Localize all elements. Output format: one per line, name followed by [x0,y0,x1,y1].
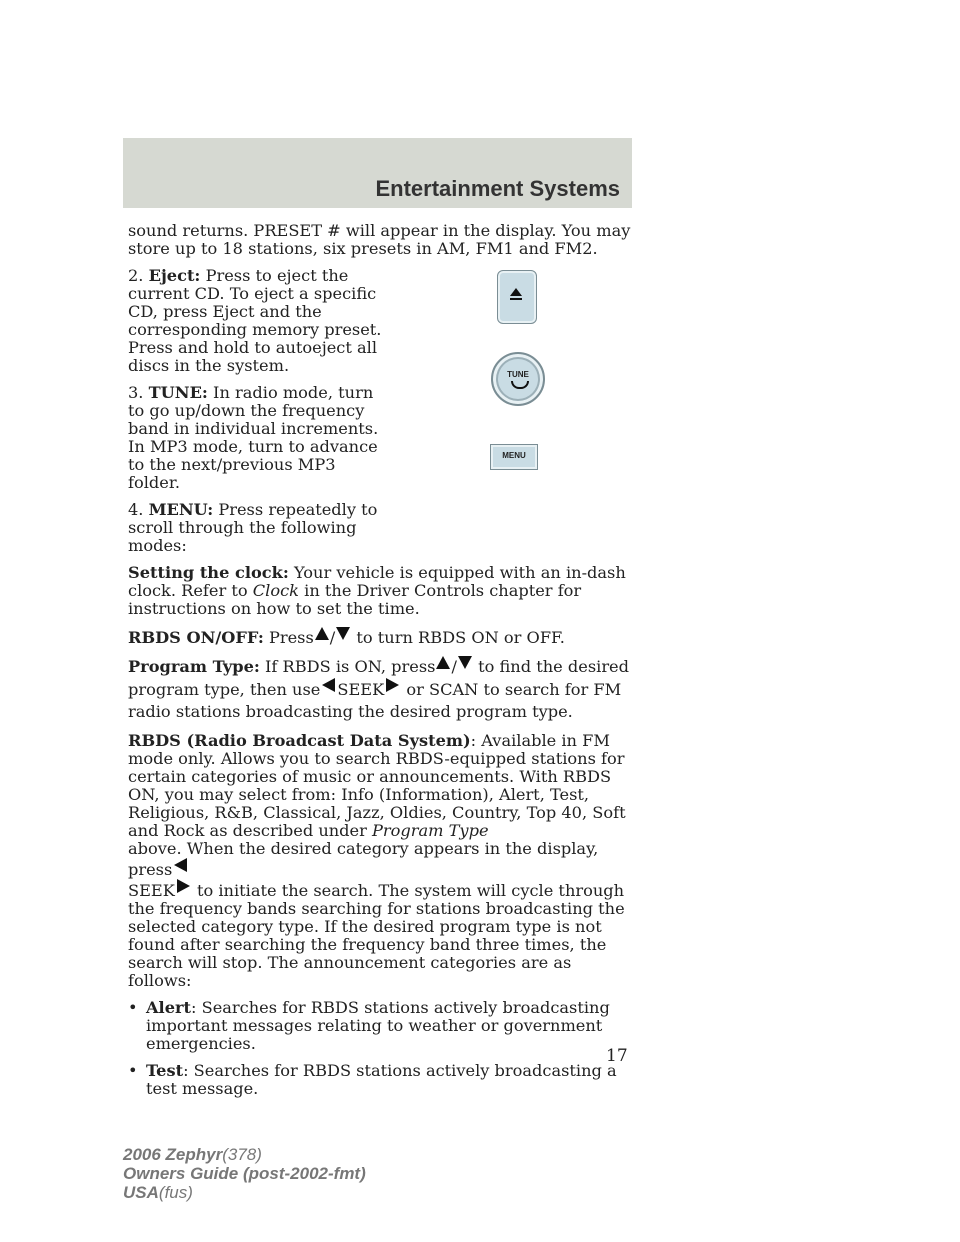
tune-knob-label: TUNE [507,370,529,379]
seek-right-icon [177,879,190,893]
seek-left-icon [322,678,335,692]
item-menu: 4. MENU: Press repeatedly to scroll through the following modes: [128,500,378,555]
document-footer: 2006 Zephyr(378) Owners Guide (post-2002-fmt) USA(fus) [123,1145,366,1202]
down-arrow-icon [336,627,350,640]
rbds-paragraph: RBDS (Radio Broadcast Data System): Available in FM mode only. Allows you to search RBDS-equipped stations for certain categories of music or announcements. With RBDS ON, you may select from: Info (Information), Alert, Test, Religious, R&B, Classical, Jazz, Oldies, Country, Top 40, Soft and Rock as described under Program Type above. When the desired category appears in the display, press SEEK to initiate the search. The system will cycle through the frequency bands searching for stations broadcasting the selected category type. If the desired program type is not found after searching the frequency band three times, the search will stop. The announcement categories are as follows: [128,731,626,990]
page-number: 17 [606,1046,628,1066]
clock-paragraph: Setting the clock: Your vehicle is equipped with an in-dash clock. Refer to Clock in the Driver Controls chapter for instructions on how to set the time. [128,563,626,618]
down-arrow-icon [458,656,472,669]
intro-paragraph: sound returns. PRESET # will appear in the display. You may store up to 18 stations, six presets in AM, FM1 and FM2. [128,221,631,258]
up-arrow-icon [436,656,450,669]
bullet-alert: • Alert: Searches for RBDS stations actively broadcasting important messages relating to weather or government emergencies. [128,998,610,1053]
program-type-paragraph: Program Type: If RBDS is ON, press / to find the desired program type, then use SEEK or SCAN to search for FM radio stations broadcasting the desired program type. [128,657,629,721]
bullet-test: • Test: Searches for RBDS stations actively broadcasting a test message. [128,1061,617,1098]
section-title: Entertainment Systems [375,176,620,201]
item-eject: 2. Eject: Press to eject the current CD. To eject a specific CD, press Eject and the corresponding memory preset. Press and hold to autoeject all discs in the system. [128,266,382,375]
seek-left-icon [174,858,187,872]
header-band [123,138,632,208]
page-content [128,222,633,1107]
up-arrow-icon [315,627,329,640]
item-tune: 3. TUNE: In radio mode, turn to go up/down the frequency band in individual increments. In MP3 mode, turn to advance to the next/previous MP3 folder. [128,383,379,492]
menu-button-label: MENU [502,451,526,460]
seek-right-icon [386,678,399,692]
rbds-onoff-paragraph: RBDS ON/OFF: Press / to turn RBDS ON or OFF. [128,628,565,647]
